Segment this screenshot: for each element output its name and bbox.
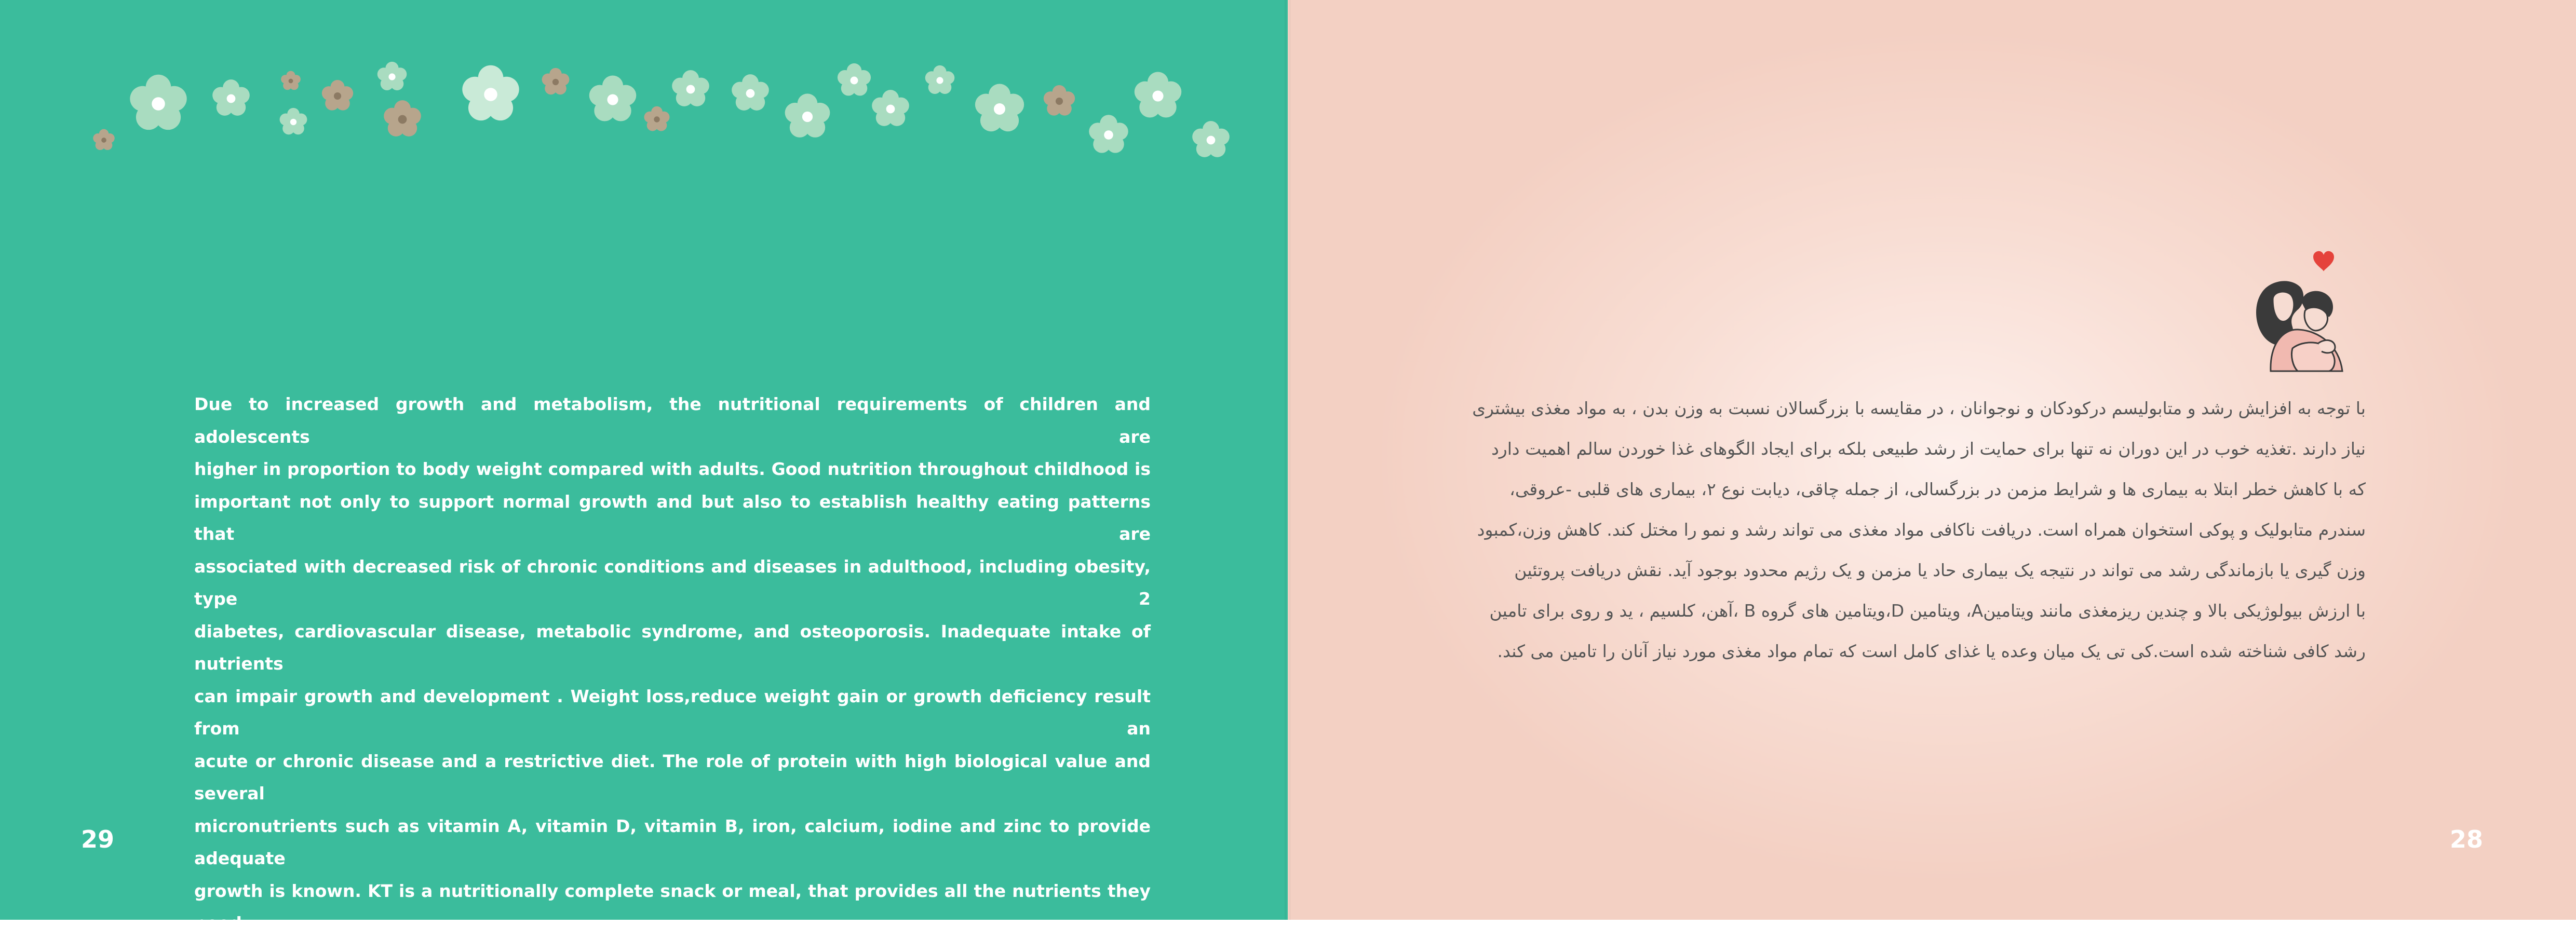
heart-icon [2313,251,2334,271]
english-line: Due to increased growth and metabolism, the nutritional requirements of children and adolescents are [194,394,1151,447]
persian-line: که با کاهش خطر ابتلا به بیماری ها و شرایط مزمن در بزرگسالی، از جمله چاقی، دیابت نوع ۲، بیماری های قلبی -عروقی، [1509,479,2366,499]
flower-icon [732,74,769,111]
flower-icon [1135,72,1182,117]
flower-icon [785,93,830,137]
flower-icon [212,79,250,116]
english-line: important not only to support normal growth and but also to establish healthy eating patterns that are [194,491,1151,544]
flower-icon [589,75,637,121]
persian-line: رشد کافی شناخته شده است.کی تی یک میان وعده یا غذای کامل است که تمام مواد مغذی مورد نیاز آنان را تامین می کند. [1497,641,2366,661]
english-line: diabetes, cardiovascular disease, metabolic syndrome, and osteoporosis. Inadequate intake of nutrients [194,621,1151,674]
persian-line: وزن گیری یا بازماندگی رشد می تواند در نتیجه یک بیماری حاد یا مزمن و یک رژیم محدود بوجود آید. نقش دریافت پروتئین [1514,560,2366,580]
page-number-left: 29 [81,825,115,853]
persian-line: با توجه به افزایش رشد و متابولیسم درکودکان و نوجوانان ، در مقایسه با بزرگسالان نسبت به وزن بدن ، به مواد مغذی بیشتری [1472,398,2366,418]
flower-icon [281,71,301,90]
flower-icon [1192,121,1230,157]
flower-icon [322,80,353,111]
english-line: micronutrients such as vitamin A, vitamin D, vitamin B, iron, calcium, iodine and zinc to provide adequate [194,815,1151,868]
flower-icon [280,108,307,134]
english-line: associated with decreased risk of chronic conditions and diseases in adulthood, including obesity, type 2 [194,556,1151,609]
english-paragraph [194,388,1151,940]
persian-paragraph [1409,388,2366,672]
persian-line: با ارزش بیولوژیکی بالا و چندین ریزمغذی مانند ویتامینA، ویتامین D،ویتامین های گروه B ،آهن، کلسیم ، ید و روی برای تامین [1489,601,2366,621]
persian-line: نیاز دارند .تغذیه خوب در این دوران نه تنها برای حمایت از رشد طبیعی بلکه برای ایجاد الگوهای غذا خوردن سالم اهمیت دارد [1491,439,2366,459]
book-spine [1285,0,1291,920]
persian-line: سندرم متابولیک و پوکی استخوان همراه است. دریافت ناکافی مواد مغذی می تواند رشد و نمو را مختل کند. کاهش وزن،کمبود [1477,520,2366,540]
mother-child-icon [2241,241,2365,376]
left-page [0,0,1288,933]
page-number-right: 28 [2450,825,2484,853]
english-line: growth is known. KT is a nutritionally complete snack or meal, that provides all the nutrients they need. [194,880,1151,933]
flower-icon [872,90,909,126]
flower-icon [975,84,1024,132]
flower-icon [1089,115,1128,153]
flower-icon [462,65,519,120]
flower-icon [384,100,421,137]
english-line: acute or chronic disease and a restrictive diet. The role of protein with high biological value and several [194,751,1151,803]
flower-icon [542,68,570,94]
flower-garland-decoration [83,57,1246,176]
english-line: higher in proportion to body weight compared with adults. Good nutrition throughout childhood is [194,459,1151,479]
flower-icon [1044,85,1075,116]
flower-icon [377,62,407,90]
flower-icon [644,106,669,131]
flower-icon [93,129,114,150]
flower-icon [672,70,709,106]
flower-icon [925,65,955,94]
flower-icon [838,63,871,96]
english-line: can impair growth and development . Weight loss,reduce weight gain or growth deficiency result from an [194,686,1151,739]
flower-icon [130,75,186,130]
right-page [1288,0,2576,920]
